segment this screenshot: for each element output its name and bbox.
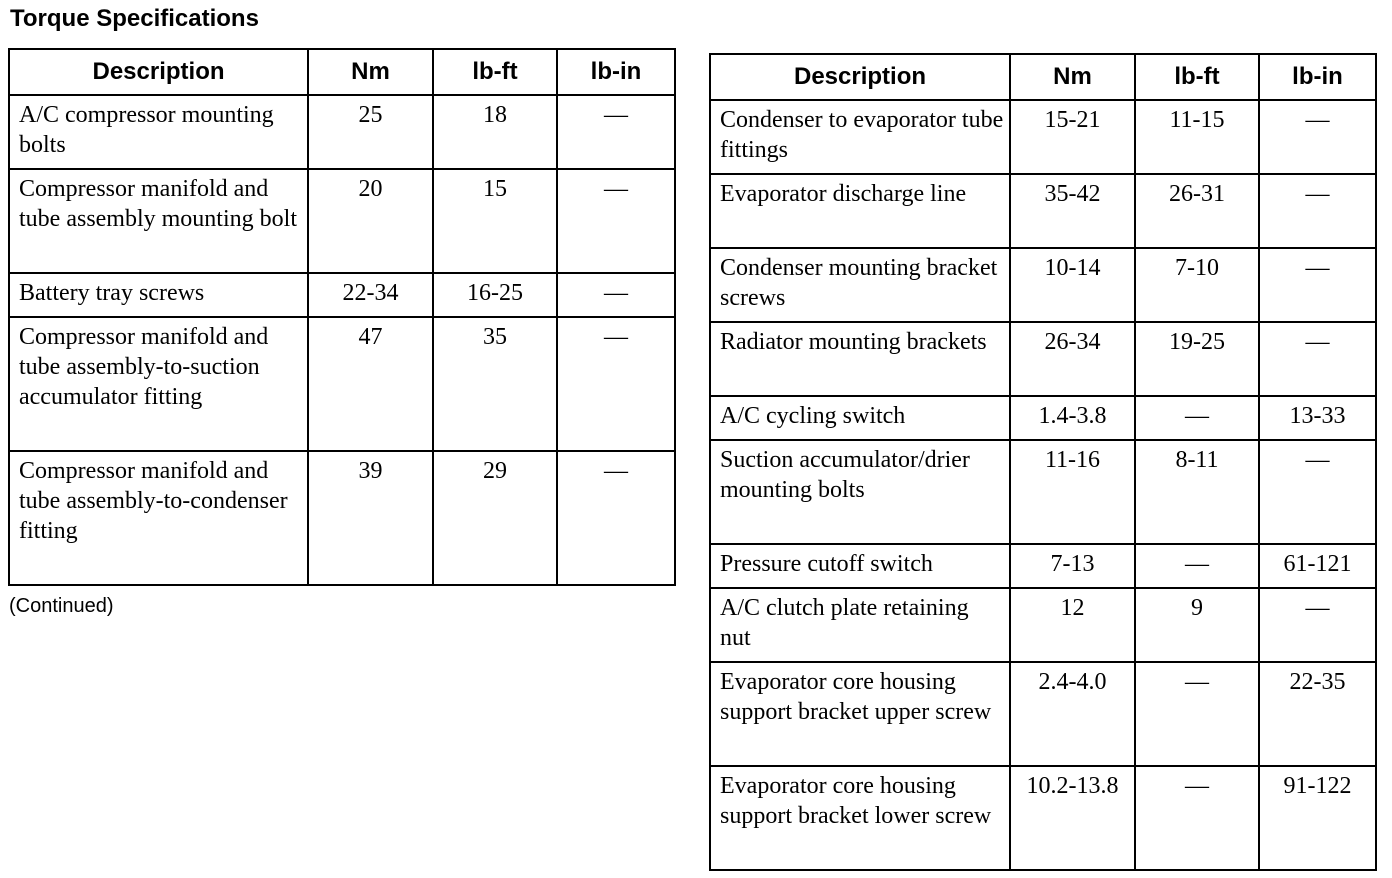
cell-lbin: — — [1259, 588, 1376, 662]
cell-nm: 35-42 — [1010, 174, 1135, 248]
header-lbft: lb-ft — [1135, 54, 1259, 100]
header-nm: Nm — [1010, 54, 1135, 100]
page-title: Torque Specifications — [10, 5, 259, 32]
cell-lbft: 15 — [433, 169, 557, 273]
cell-nm: 2.4-4.0 — [1010, 662, 1135, 766]
header-lbin: lb-in — [1259, 54, 1376, 100]
cell-description: Condenser mounting bracket screws — [710, 248, 1010, 322]
cell-lbft: 7-10 — [1135, 248, 1259, 322]
cell-description: Suction accumulator/drier mounting bolts — [710, 440, 1010, 544]
cell-nm: 39 — [308, 451, 433, 585]
cell-nm: 25 — [308, 95, 433, 169]
cell-nm: 7-13 — [1010, 544, 1135, 588]
torque-table-right — [709, 53, 1377, 871]
cell-lbft: 19-25 — [1135, 322, 1259, 396]
cell-lbft: 26-31 — [1135, 174, 1259, 248]
cell-lbin: — — [1259, 100, 1376, 174]
cell-lbin: — — [557, 169, 675, 273]
torque-table-left — [8, 48, 676, 586]
cell-lbft: — — [1135, 766, 1259, 870]
header-nm: Nm — [308, 49, 433, 95]
table-row — [710, 100, 1376, 174]
cell-nm: 47 — [308, 317, 433, 451]
header-row — [710, 54, 1376, 100]
table-row — [710, 440, 1376, 544]
header-lbft: lb-ft — [433, 49, 557, 95]
cell-lbin: 91-122 — [1259, 766, 1376, 870]
cell-description: Evaporator core housing support bracket lower screw — [710, 766, 1010, 870]
table-row — [710, 588, 1376, 662]
table-row — [710, 544, 1376, 588]
cell-lbin: — — [1259, 174, 1376, 248]
cell-description: Compressor manifold and tube assembly-to-condenser fitting — [9, 451, 308, 585]
cell-description: Pressure cutoff switch — [710, 544, 1010, 588]
cell-description: Compressor manifold and tube assembly mounting bolt — [9, 169, 308, 273]
cell-lbin: — — [557, 451, 675, 585]
cell-description: Battery tray screws — [9, 273, 308, 317]
header-row — [9, 49, 675, 95]
cell-description: Evaporator discharge line — [710, 174, 1010, 248]
cell-lbft: — — [1135, 662, 1259, 766]
cell-nm: 26-34 — [1010, 322, 1135, 396]
cell-lbft: 9 — [1135, 588, 1259, 662]
table-row — [710, 174, 1376, 248]
cell-lbft: 8-11 — [1135, 440, 1259, 544]
cell-lbin: 22-35 — [1259, 662, 1376, 766]
header-lbin: lb-in — [557, 49, 675, 95]
cell-nm: 1.4-3.8 — [1010, 396, 1135, 440]
table-row — [710, 322, 1376, 396]
cell-lbin: — — [557, 317, 675, 451]
table-row — [710, 662, 1376, 766]
cell-lbin: — — [557, 273, 675, 317]
table-row — [710, 766, 1376, 870]
cell-nm: 22-34 — [308, 273, 433, 317]
table-row — [9, 169, 675, 273]
cell-lbft: 16-25 — [433, 273, 557, 317]
cell-lbin: 61-121 — [1259, 544, 1376, 588]
cell-description: Compressor manifold and tube assembly-to-suction accumulator fitting — [9, 317, 308, 451]
cell-lbft: — — [1135, 544, 1259, 588]
cell-nm: 15-21 — [1010, 100, 1135, 174]
cell-nm: 10.2-13.8 — [1010, 766, 1135, 870]
cell-lbin: — — [1259, 322, 1376, 396]
cell-lbin: — — [1259, 248, 1376, 322]
cell-description: A/C compressor mounting bolts — [9, 95, 308, 169]
cell-nm: 11-16 — [1010, 440, 1135, 544]
header-description: Description — [9, 49, 308, 95]
table-row — [9, 317, 675, 451]
cell-description: Evaporator core housing support bracket upper screw — [710, 662, 1010, 766]
cell-lbft: 35 — [433, 317, 557, 451]
table-row — [9, 273, 675, 317]
cell-lbft: 29 — [433, 451, 557, 585]
header-description: Description — [710, 54, 1010, 100]
cell-description: Radiator mounting brackets — [710, 322, 1010, 396]
table-row — [710, 396, 1376, 440]
table-row — [9, 451, 675, 585]
cell-lbin: 13-33 — [1259, 396, 1376, 440]
cell-lbft: 11-15 — [1135, 100, 1259, 174]
cell-lbft: — — [1135, 396, 1259, 440]
cell-description: A/C cycling switch — [710, 396, 1010, 440]
continued-note: (Continued) — [9, 595, 114, 617]
cell-nm: 20 — [308, 169, 433, 273]
cell-lbft: 18 — [433, 95, 557, 169]
cell-nm: 10-14 — [1010, 248, 1135, 322]
cell-description: Condenser to evaporator tube fittings — [710, 100, 1010, 174]
cell-description: A/C clutch plate retaining nut — [710, 588, 1010, 662]
cell-nm: 12 — [1010, 588, 1135, 662]
table-row — [9, 95, 675, 169]
table-row — [710, 248, 1376, 322]
cell-lbin: — — [1259, 440, 1376, 544]
cell-lbin: — — [557, 95, 675, 169]
